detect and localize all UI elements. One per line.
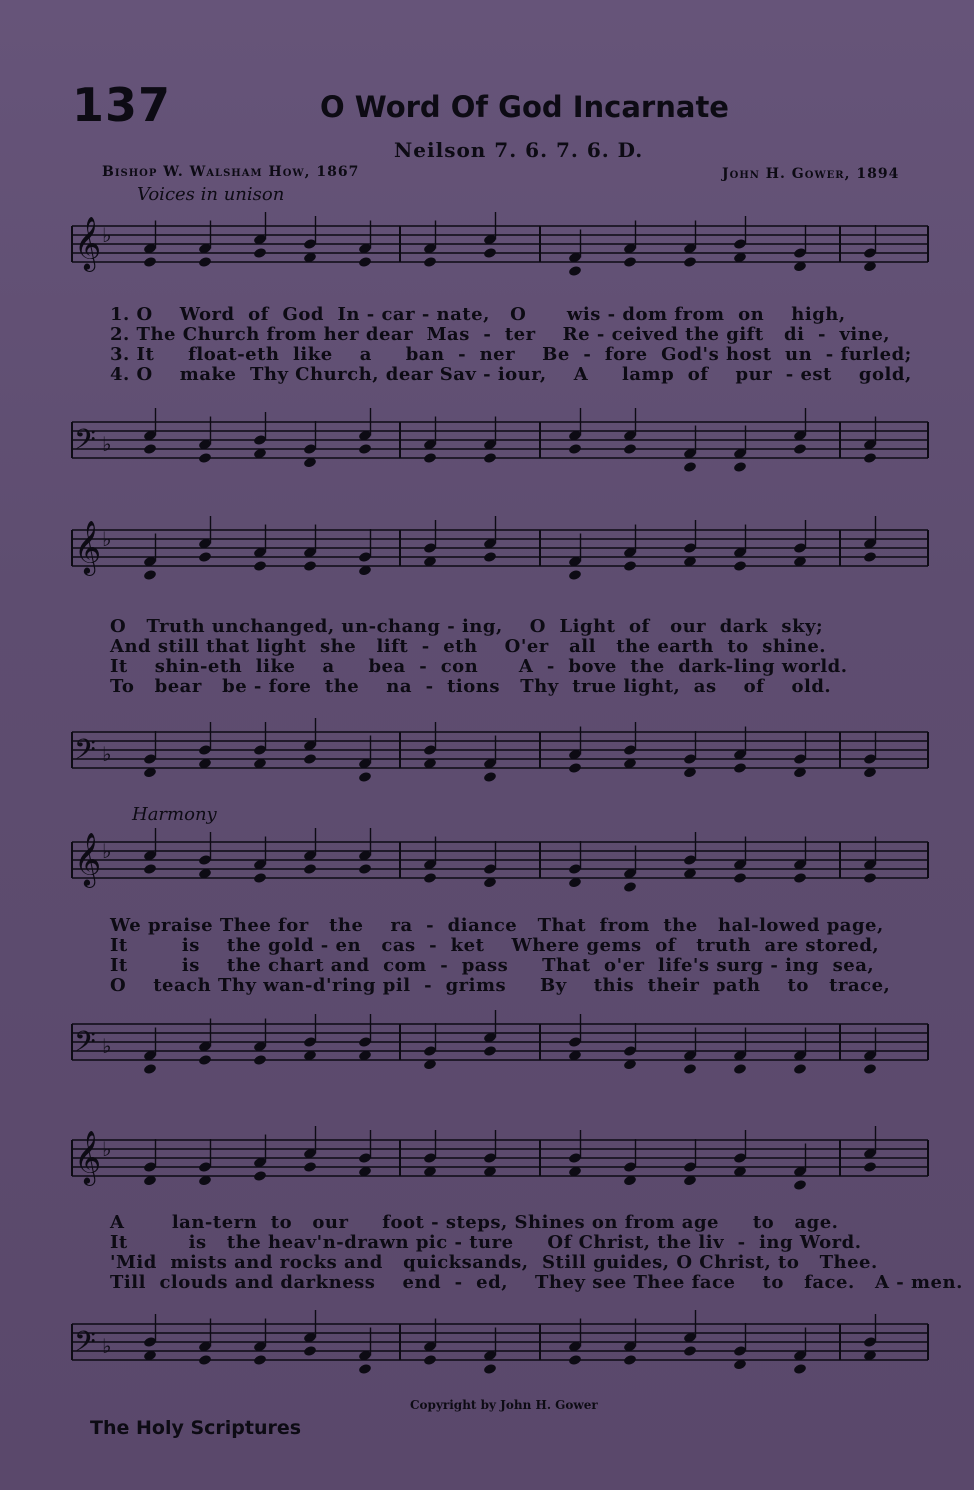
tune-meter: Neilson 7. 6. 7. 6. D. (394, 138, 644, 162)
flat-key-signature-icon: ♭ (102, 741, 112, 766)
treble-clef-icon: 𝄞 (74, 1129, 102, 1184)
note-head (733, 762, 747, 774)
note-head (568, 1354, 582, 1366)
note-head (793, 872, 807, 884)
note-head (483, 771, 497, 783)
flat-key-signature-icon: ♭ (102, 1033, 112, 1058)
text-author: Bishop W. Walsham How, 1867 (102, 164, 360, 180)
verse-line: We praise Thee for the ra - diance That from the hal-lowed page, (110, 915, 884, 936)
note-head (863, 551, 877, 563)
note-head (733, 872, 747, 884)
hymn-title: O Word Of God Incarnate (320, 90, 729, 124)
note-head (143, 443, 157, 455)
note-head (303, 753, 317, 765)
section-name: The Holy Scriptures (90, 1417, 302, 1439)
performance-direction-harmony: Harmony (132, 804, 217, 825)
note-head (683, 461, 697, 473)
note-head (253, 247, 267, 259)
note-head (483, 1045, 497, 1057)
note-head (793, 1179, 807, 1191)
note-head (358, 1363, 372, 1375)
verses-system-4 (110, 1212, 963, 1293)
note-head (253, 1354, 267, 1366)
verses-system-2 (110, 616, 930, 696)
note-head (623, 560, 637, 572)
note-head (483, 452, 497, 464)
note-head (568, 569, 582, 581)
verse-line: 'Mid mists and rocks and quicksands, Still guides, O Christ, to Thee. (110, 1252, 878, 1273)
note-head (483, 1363, 497, 1375)
verse-line: It is the gold - en cas - ket Where gems of truth are stored, (110, 935, 880, 956)
note-head (733, 461, 747, 473)
note-head (253, 1054, 267, 1066)
note-head (623, 443, 637, 455)
note-head (683, 1063, 697, 1075)
note-head (863, 452, 877, 464)
note-head (568, 265, 582, 277)
note-head (863, 872, 877, 884)
note-head (623, 881, 637, 893)
verses-system-3 (110, 915, 930, 995)
note-head (143, 1063, 157, 1075)
bass-clef-icon: 𝄢 (74, 733, 96, 774)
flat-key-signature-icon: ♭ (102, 1137, 112, 1162)
note-head (423, 1354, 437, 1366)
verse-line: 3. It float-eth like a ban - ner Be - fore God's host un - furled; (110, 344, 912, 365)
note-head (358, 771, 372, 783)
verse-line: 1. O Word of God In - car - nate, O wis - dom from on high, (110, 304, 846, 325)
flat-key-signature-icon: ♭ (102, 527, 112, 552)
note-head (143, 863, 157, 875)
verse-line: It shin-eth like a bea - con A - bove the dark-ling world. (110, 656, 848, 677)
note-head (863, 1063, 877, 1075)
verse-line: It is the chart and com - pass That o'er life's surg - ing sea, (110, 955, 875, 976)
verse-line: It is the heav'n-drawn pic - ture Of Christ, the liv - ing Word. (110, 1232, 862, 1253)
verse-line: O teach Thy wan-d'ring pil - grims By this their path to trace, (110, 975, 891, 996)
verse-line: A lan-tern to our foot - steps, Shines on from age to age. (110, 1212, 839, 1233)
note-head (733, 1063, 747, 1075)
note-head (733, 560, 747, 572)
note-head (253, 1170, 267, 1182)
note-head (253, 560, 267, 572)
note-head (303, 1161, 317, 1173)
note-head (303, 1345, 317, 1357)
note-head (143, 256, 157, 268)
bass-clef-icon: 𝄢 (74, 1325, 96, 1366)
treble-staff-system-4 (0, 1126, 974, 1206)
note-head (623, 1354, 637, 1366)
treble-clef-icon: 𝄞 (74, 519, 102, 574)
bass-staff-system-2 (0, 718, 974, 803)
treble-staff-system-3 (0, 828, 974, 908)
verse-line: To bear be - fore the na - tions Thy true light, as of old. (110, 676, 832, 697)
note-head (358, 863, 372, 875)
music-author: John H. Gower, 1894 (722, 166, 900, 182)
note-head (198, 452, 212, 464)
note-head (358, 256, 372, 268)
note-head (423, 256, 437, 268)
note-head (358, 443, 372, 455)
note-head (568, 443, 582, 455)
treble-staff-system-1 (0, 212, 974, 292)
hymn-number: 137 (72, 78, 172, 132)
bass-clef-icon: 𝄢 (74, 1025, 96, 1066)
performance-direction-unison: Voices in unison (137, 184, 285, 205)
flat-key-signature-icon: ♭ (102, 431, 112, 456)
verse-line: 4. O make Thy Church, dear Sav - iour, A lamp of pur - est gold, (110, 364, 912, 385)
treble-clef-icon: 𝄞 (74, 831, 102, 886)
verses-system-1 (110, 304, 930, 384)
note-head (198, 1354, 212, 1366)
note-head (863, 1161, 877, 1173)
flat-key-signature-icon: ♭ (102, 839, 112, 864)
note-head (683, 1345, 697, 1357)
note-head (198, 256, 212, 268)
note-head (143, 569, 157, 581)
verse-line: O Truth unchanged, un-chang - ing, O Light of our dark sky; (110, 616, 824, 637)
note-head (303, 560, 317, 572)
note-head (683, 256, 697, 268)
treble-clef-icon: 𝄞 (74, 215, 102, 270)
bass-clef-icon: 𝄢 (74, 423, 96, 464)
note-head (483, 551, 497, 563)
note-head (303, 863, 317, 875)
note-head (198, 551, 212, 563)
note-head (483, 247, 497, 259)
note-head (253, 872, 267, 884)
note-head (793, 1363, 807, 1375)
bass-staff-system-3 (0, 1010, 974, 1095)
note-head (423, 452, 437, 464)
flat-key-signature-icon: ♭ (102, 1333, 112, 1358)
verse-line: 2. The Church from her dear Mas - ter Re - ceived the gift di - vine, (110, 324, 891, 345)
note-head (568, 762, 582, 774)
note-head (793, 443, 807, 455)
note-head (423, 872, 437, 884)
bass-staff-system-4 (0, 1310, 974, 1395)
verse-line: And still that light she lift - eth O'er all the earth to shine. (110, 636, 827, 657)
treble-staff-system-2 (0, 516, 974, 606)
verse-line: Till clouds and darkness end - ed, They see Thee face to face. A - men. (110, 1272, 963, 1293)
copyright-notice: Copyright by John H. Gower (410, 1398, 598, 1412)
note-head (793, 1063, 807, 1075)
flat-key-signature-icon: ♭ (102, 223, 112, 248)
bass-staff-system-1 (0, 408, 974, 498)
note-head (623, 256, 637, 268)
note-head (198, 1054, 212, 1066)
